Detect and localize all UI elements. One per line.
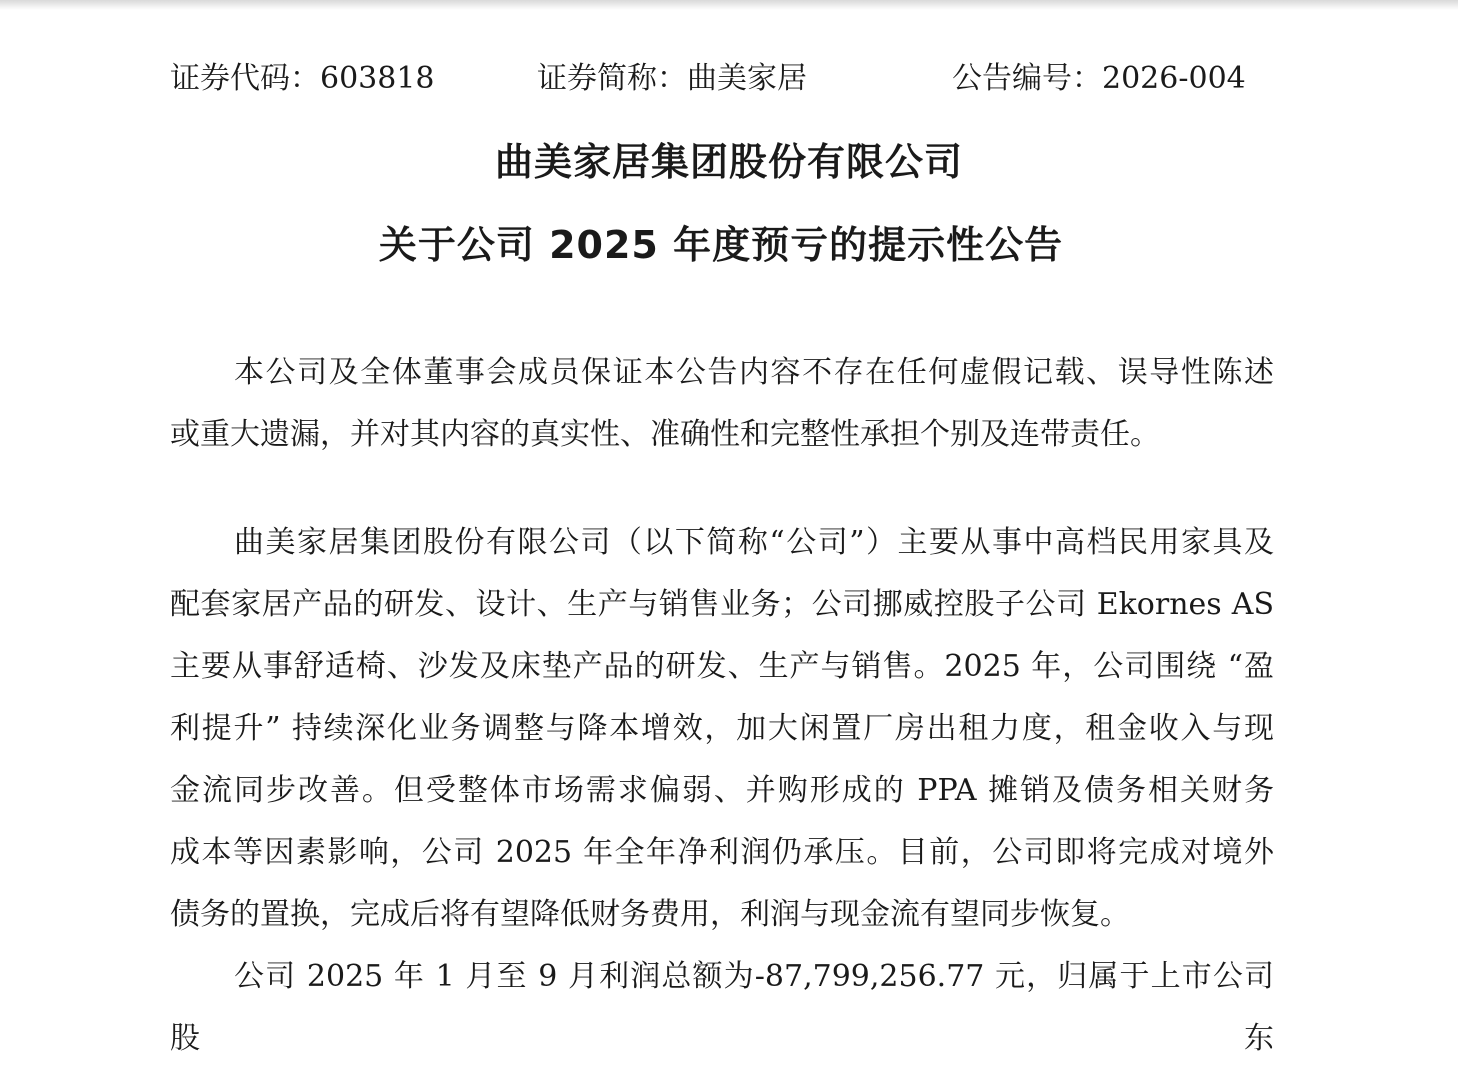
paragraph-line: 公司 2025 年 1 月至 9 月利润总额为-87,799,256.77 元，归属于上市公司股东 [170, 959, 1274, 1056]
statement-line: 或重大遗漏，并对其内容的真实性、准确性和完整性承担个别及连带责任。 [170, 417, 1160, 452]
paragraph-line: 主要从事舒适椅、沙发及床垫产品的研发、生产与销售。2025 年，公司围绕 “盈 [170, 649, 1274, 684]
profit-paragraph [170, 946, 1274, 1070]
paragraph-line: 成本等因素影响，公司 2025 年全年净利润仍承压。目前，公司即将完成对境外 [170, 835, 1274, 870]
security-code: 证券代码：603818 [170, 61, 435, 96]
company-title: 曲美家居集团股份有限公司 [494, 140, 963, 184]
announcement-number: 公告编号：2026-004 [952, 61, 1246, 96]
business-paragraph [170, 512, 1274, 946]
paragraph-line: 债务的置换，完成后将有望降低财务费用，利润与现金流有望同步恢复。 [170, 897, 1130, 932]
announcement-header [0, 54, 1458, 104]
statement-line: 本公司及全体董事会成员保证本公告内容不存在任何虚假记载、误导性陈述 [234, 355, 1274, 390]
security-abbreviation: 证券简称：曲美家居 [537, 61, 807, 96]
page-top-shadow [0, 0, 1458, 10]
paragraph-line: 金流同步改善。但受整体市场需求偏弱、并购形成的 PPA 摊销及债务相关财务 [170, 773, 1274, 808]
paragraph-line: 配套家居产品的研发、设计、生产与销售业务；公司挪威控股子公司 Ekornes AS [170, 587, 1274, 622]
announcement-title: 关于公司 2025 年度预亏的提示性公告 [378, 223, 1064, 267]
paragraph-line: 利提升” 持续深化业务调整与降本增效，加大闲置厂房出租力度，租金收入与现 [170, 711, 1274, 746]
paragraph-line: 曲美家居集团股份有限公司（以下简称“公司”）主要从事中高档民用家具及 [234, 525, 1274, 560]
board-statement [170, 342, 1274, 466]
